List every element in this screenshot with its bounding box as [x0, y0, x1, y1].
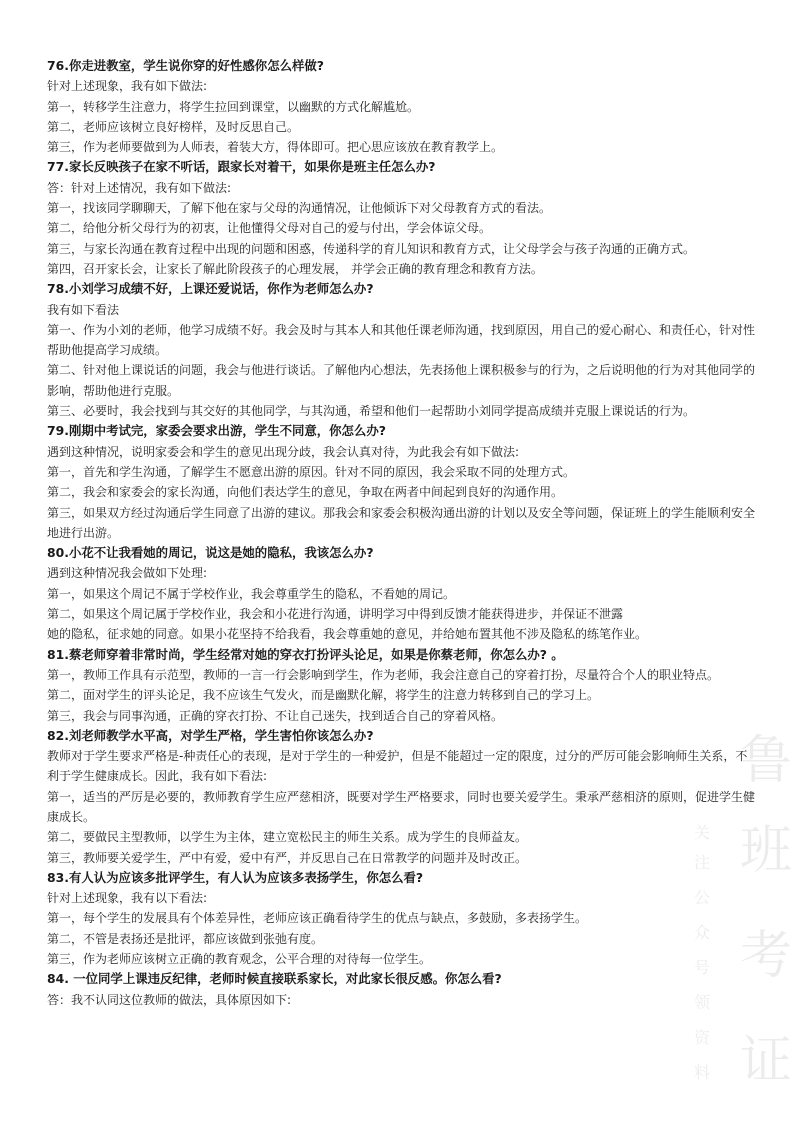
question-title: 76.你走进教室，学生说你穿的好性感你怎么样做? — [47, 58, 324, 73]
answer-line: 我有如下看法 — [47, 302, 120, 317]
question-block — [47, 157, 759, 279]
answer-line: 第一，教师工作具有示范型，教师的一言一行会影响到学生，作为老师，我会注意自己的穿着打扮，尽量符合个人的职业特点。 — [47, 667, 720, 682]
answer-line: 第三，作为老师应该树立正确的教育观念，公平合理的对待每一位学生。 — [47, 952, 432, 967]
watermark-char: 众 — [693, 923, 710, 942]
watermark-char: 号 — [693, 958, 710, 977]
document-body — [47, 56, 759, 1010]
answer-line: 第三，与家长沟通在教育过程中出现的问题和困惑，传递科学的育儿知识和教育方式，让父母学会与孩子沟通的正确方式。 — [47, 241, 696, 256]
answer-line: 第二，不管是表扬还是批评，都应该做到张弛有度。 — [47, 931, 324, 946]
answer-line: 教师对于学生要求严格是-种责任心的表现，是对于学生的一种爱护，但是不能超过一定的限度，过分的严厉可能会影响师生关系，不利于学生健康成长。因此，我有如下看法: — [47, 749, 748, 784]
watermark-char: 注 — [693, 853, 710, 872]
question-block — [47, 868, 759, 969]
answer-line: 第一，每个学生的发展具有个体差异性，老师应该正确看待学生的优点与缺点，多鼓励，多表扬学生。 — [47, 911, 588, 926]
answer-line: 第三，如果双方经过沟通后学生同意了出游的建议。那我会和家委会积极沟通出游的计划以及安全等问题，保证班上的学生能顺利安全地进行出游。 — [47, 505, 756, 540]
answer-line: 第一，如果这个周记不属于学校作业，我会尊重学生的隐私，不看她的周记。 — [47, 586, 456, 601]
answer-line: 她的隐私，征求她的同意。如果小花坚持不给我看，我会尊重她的意见，并给她布置其他不涉及隐私的练笔作业。 — [47, 627, 648, 642]
question-title: 82.刘老师教学水平高，对学生严格，学生害怕你该怎么办? — [47, 727, 374, 743]
answer-line: 第二，给他分析父母行为的初衷，让他懂得父母对自己的爱与付出，学会体谅父母。 — [47, 221, 492, 236]
watermark-char: 公 — [693, 888, 710, 907]
answer-line: 遇到这种情况我会做如下处理: — [47, 566, 208, 581]
watermark-char: 领 — [693, 993, 710, 1012]
watermark-char: 料 — [693, 1063, 710, 1082]
question-title: 84. 一位同学上课违反纪律，老师时候直接联系家长，对此家长很反感。你怎么看? — [47, 971, 502, 987]
question-title: 79.刚期中考试完，家委会要求出游，学生不同意，你怎么办? — [47, 423, 386, 439]
question-block — [47, 726, 759, 868]
question-block — [47, 969, 759, 1010]
answer-line: 第二，老师应该树立良好榜样，及时反思自己。 — [47, 119, 300, 134]
answer-line: 第三，作为老师要做到为人师表，着装大方，得体即可。把心思应该放在教育教学上。 — [47, 140, 504, 155]
answer-line: 第一，首先和学生沟通，了解学生不愿意出游的原因。针对不同的原因，我会采取不同的处理方式。 — [47, 464, 576, 479]
question-block — [47, 543, 759, 644]
answer-line: 第三，教师要关爱学生，严中有爱，爱中有严，并反思自己在日常教学的问题并及时改正。 — [47, 850, 528, 865]
question-title: 81.蔡老师穿着非常时尚，学生经常对她的穿衣打扮评头论足，如果是你蔡老师，你怎么办? 。 — [47, 646, 564, 662]
answer-line: 第二，要做民主型教师，以学生为主体，建立宽松民主的师生关系。成为学生的良师益友。 — [47, 830, 528, 845]
watermark-char: 资 — [693, 1028, 710, 1047]
question-title: 78.小刘学习成绩不好，上课还爱说话，你作为老师怎么办? — [47, 281, 374, 297]
question-block — [47, 279, 759, 421]
answer-line: 第一，找该同学聊聊天，了解下他在家与父母的沟通情况，让他倾诉下对父母教育方式的看法。 — [47, 201, 552, 216]
watermark-char: 考 — [740, 926, 793, 986]
watermark-char: 鲁 — [740, 731, 793, 791]
question-block — [47, 56, 759, 157]
question-block — [47, 421, 759, 543]
answer-line: 针对上述现象，我有如下做法: — [47, 79, 208, 94]
watermark-char: 班 — [740, 821, 793, 881]
answer-line: 第三、必要时，我会找到与其交好的其他同学，与其沟通，希望和他们一起帮助小刘同学提高成绩并克服上课说话的行为。 — [47, 404, 696, 419]
question-title: 77.家长反映孩子在家不听话，跟家长对着干，如果你是班主任怎么办? — [47, 159, 436, 175]
watermark-char: 关 — [693, 823, 710, 842]
answer-line: 第一，适当的严厉是必要的，教师教育学生应严慈相济，既要对学生严格要求，同时也要关爱学生。秉承严慈相济的原则，促进学生健康成长。 — [47, 789, 756, 824]
watermark-char: 证 — [740, 1031, 793, 1091]
question-title: 83.有人认为应该多批评学生，有人认为应该多表扬学生，你怎么看? — [47, 869, 424, 885]
answer-line: 第一、作为小刘的老师，他学习成绩不好。我会及时与其本人和其他任课老师沟通，找到原因，用自己的爱心耐心、和责任心，针对性帮助他提高学习成绩。 — [47, 322, 756, 358]
answer-line: 遇到这种情况，说明家委会和学生的意见出现分歧，我会认真对待，为此我会有如下做法: — [47, 444, 520, 459]
answer-line: 答：针对上述情况，我有如下做法: — [47, 180, 232, 195]
question-title: 80.小花不让我看她的周记，说这是她的隐私，我该怎么办? — [47, 545, 374, 561]
answer-line: 第二，面对学生的评头论足，我不应该生气发火，而是幽默化解，将学生的注意力转移到自己的学习上。 — [47, 688, 600, 703]
answer-line: 第二、针对他上课说话的问题，我会与他进行谈话。了解他内心想法，先表扬他上课积极参与的行为，之后说明他的行为对其他同学的影响，帮助他进行克服。 — [47, 363, 756, 398]
answer-line: 第二，如果这个周记属于学校作业，我会和小花进行沟通，讲明学习中得到反馈才能获得进步，并保证不泄露 — [47, 607, 624, 622]
answer-line: 第四，召开家长会，让家长了解此阶段孩子的心理发展， 并学会正确的教育理念和教育方法。 — [47, 261, 543, 276]
question-block — [47, 645, 759, 726]
answer-line: 第三，我会与同事沟通，正确的穿衣打扮、不让自己迷失，找到适合自己的穿着风格。 — [47, 708, 504, 723]
answer-line: 针对上述现象，我有以下看法: — [47, 891, 208, 906]
answer-line: 第二，我会和家委会的家长沟通，向他们表达学生的意见，争取在两者中间起到良好的沟通作用。 — [47, 485, 564, 500]
answer-line: 第一，转移学生注意力，将学生拉回到课堂，以幽默的方式化解尴尬。 — [47, 99, 420, 114]
answer-line: 答：我不认同这位教师的做法，具体原因如下: — [47, 992, 292, 1007]
